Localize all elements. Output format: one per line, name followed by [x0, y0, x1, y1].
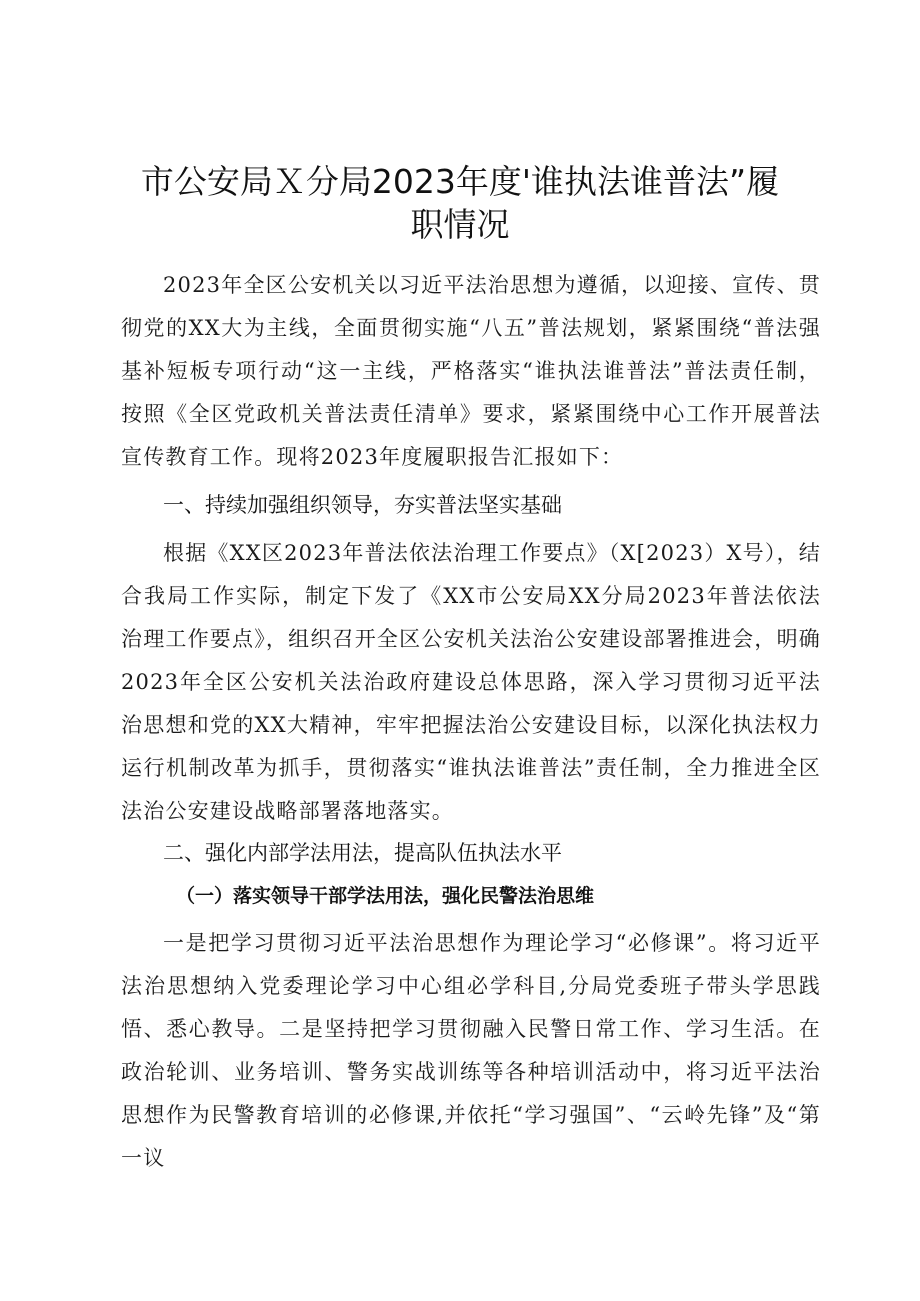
document-title — [100, 160, 820, 246]
intro-paragraph: 2023年全区公安机关以习近平法治思想为遵循，以迎接、宣传、贯彻党的XX大为主线，全面贯彻实施“八五”普法规划，紧紧围绕“普法强基补短板专项行动“这一主线，严格落实“谁执法谁普法”普法责任制，按照《全区党政机关普法责任清单》要求，紧紧围绕中心工作开展普法宣传教育工作。现将2023年度履职报告汇报如下： — [121, 273, 821, 469]
document-title-line-1: 市公安局Ｘ分局2023年度'谁执法谁普法”履 — [140, 162, 780, 201]
section-2-heading: 二、强化内部学法用法，提高队伍执法水平 — [163, 841, 562, 865]
section-1-paragraph: 根据《XX区2023年普法依法治理工作要点》（X[2023）X号），结合我局工作实际，制定下发了《XX市公安局XX分局2023年普法依法治理工作要点》，组织召开全区公安机关法治公安建设部署推进会，明确2023年全区公安机关法治政府建设总体思路，深入学习贯彻习近平法治思想和党的XX大精神，牢牢把握法治公安建设目标，以深化执法权力运行机制改革为抓手，贯彻落实“谁执法谁普法”责任制，全力推进全区法治公安建设战略部署落地落实。 — [121, 541, 821, 823]
section-2-subheading-1: （一）落实领导干部学法用法，强化民警法治思维 — [176, 885, 595, 907]
section-2-paragraph: 一是把学习贯彻习近平法治思想作为理论学习“必修课”。将习近平法治思想纳入党委理论学习中心组必学科目,分局党委班子带头学思践悟、悉心教导。二是坚持把学习贯彻融入民警日常工作、学习生活。在政治轮训、业务培训、警务实战训练等各种培训活动中，将习近平法治思想作为民警教育培训的必修课,并依托“学习强国”、“云岭先锋”及“第一议 — [121, 931, 821, 1170]
section-1-heading: 一、持续加强组织领导，夯实普法坚实基础 — [163, 493, 562, 517]
document-title-line-2: 职情况 — [410, 205, 510, 244]
